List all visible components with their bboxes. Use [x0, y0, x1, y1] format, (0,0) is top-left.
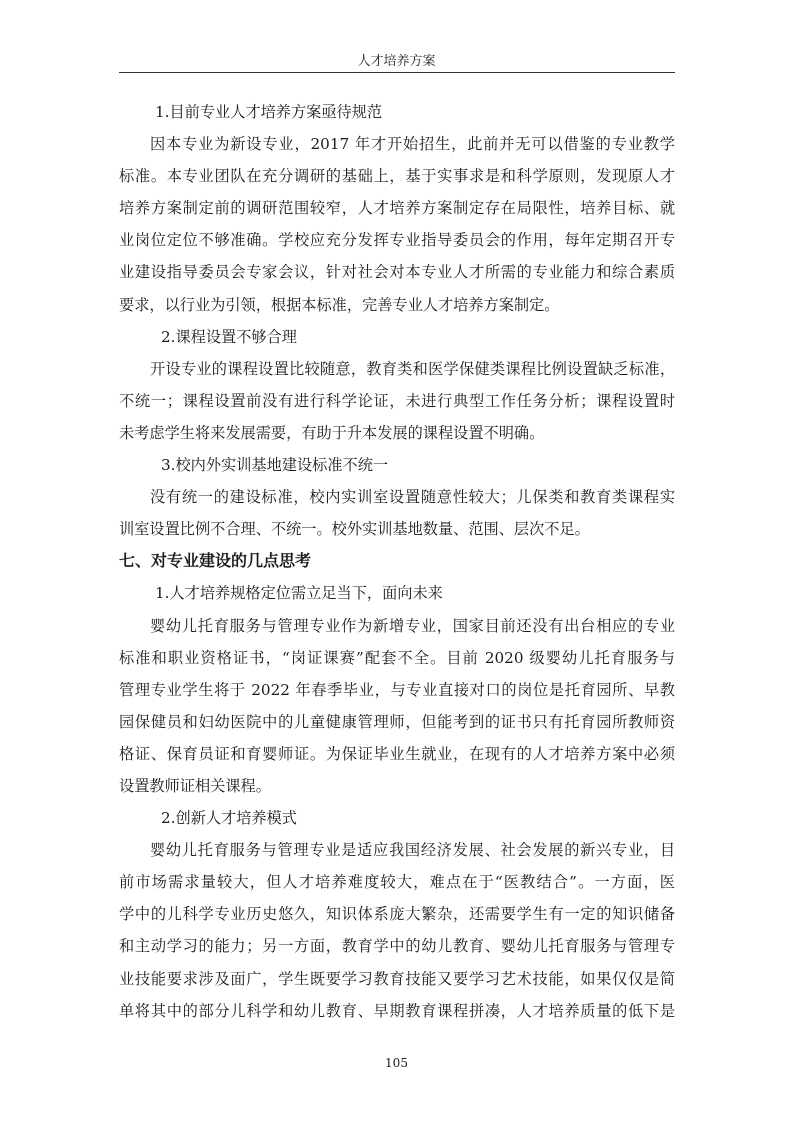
subheading-7-1: 1.人才培养规格定位需立足当下，面向未来 — [155, 584, 443, 603]
page-header: 人才培养方案 — [357, 54, 436, 69]
paragraph-line: 和主动学习的能力；另一方面，教育学中的幼儿教育、婴幼儿托育服务与管理专 — [119, 937, 675, 956]
paragraph-line: 管理专业学生将于 2022 年春季毕业，与专业直接对口的岗位是托育园所、早教 — [119, 680, 675, 699]
subheading-3: 3.校内外实训基地建设标准不统一 — [161, 456, 389, 475]
paragraph-line: 未考虑学生将来发展需要，有助于升本发展的课程设置不明确。 — [119, 423, 545, 442]
paragraph-line: 没有统一的建设标准，校内实训室设置随意性较大；儿保类和教育类课程实 — [150, 488, 675, 507]
section-heading: 七、对专业建设的几点思考 — [119, 551, 312, 571]
paragraph-line: 训室设置比例不合理、不统一。校外实训基地数量、范围、层次不足。 — [119, 520, 590, 539]
paragraph-line: 培养方案制定前的调研范围较窄，人才培养方案制定存在局限性，培养目标、就 — [119, 199, 675, 218]
header-rule — [119, 72, 675, 73]
paragraph-line: 不统一；课程设置前没有进行科学论证，未进行典型工作任务分析；课程设置时 — [119, 391, 675, 410]
paragraph-line: 开设专业的课程设置比较随意，教育类和医学保健类课程比例设置缺乏标准， — [150, 359, 675, 378]
paragraph-line: 单将其中的部分儿科学和幼儿教育、早期教育课程拼凑，人才培养质量的低下是 — [119, 1001, 675, 1020]
paragraph-line: 标准和职业资格证书，“岗证课赛”配套不全。目前 2020 级婴幼儿托育服务与 — [119, 648, 675, 667]
paragraph-line: 学中的儿科学专业历史悠久，知识体系庞大繁杂，还需要学生有一定的知识储备 — [119, 905, 675, 924]
paragraph-line: 园保健员和妇幼医院中的儿童健康管理师，但能考到的证书只有托育园所教师资 — [119, 712, 675, 731]
subheading-2: 2.课程设置不够合理 — [161, 327, 297, 346]
paragraph-line: 因本专业为新设专业，2017 年才开始招生，此前并无可以借鉴的专业教学 — [150, 135, 675, 154]
subheading-7-2: 2.创新人才培养模式 — [161, 809, 297, 828]
subheading-1: 1.目前专业人才培养方案亟待规范 — [155, 103, 383, 121]
paragraph-line: 要求，以行业为引领，根据本标准，完善专业人才培养方案制定。 — [119, 295, 560, 314]
paragraph-line: 婴幼儿托育服务与管理专业作为新增专业，国家目前还没有出台相应的专业 — [150, 616, 675, 635]
paragraph-line: 格证、保育员证和育婴师证。为保证毕业生就业，在现有的人才培养方案中必须 — [119, 744, 675, 763]
paragraph-line: 业岗位定位不够准确。学校应充分发挥专业指导委员会的作用，每年定期召开专 — [119, 231, 675, 250]
paragraph-line: 婴幼儿托育服务与管理专业是适应我国经济发展、社会发展的新兴专业，目 — [150, 841, 675, 860]
paragraph-line: 业建设指导委员会专家会议，针对社会对本专业人才所需的专业能力和综合素质 — [119, 263, 675, 282]
page-number: 105 — [385, 1056, 408, 1070]
paragraph-line: 标准。本专业团队在充分调研的基础上，基于实事求是和科学原则，发现原人才 — [119, 167, 675, 186]
document-body — [119, 96, 675, 1027]
paragraph-line: 业技能要求涉及面广，学生既要学习教育技能又要学习艺术技能，如果仅仅是简 — [119, 969, 675, 988]
paragraph-line: 设置教师证相关课程。 — [119, 776, 271, 795]
paragraph-line: 前市场需求量较大，但人才培养难度较大，难点在于“医教结合”。一方面，医 — [119, 873, 675, 892]
